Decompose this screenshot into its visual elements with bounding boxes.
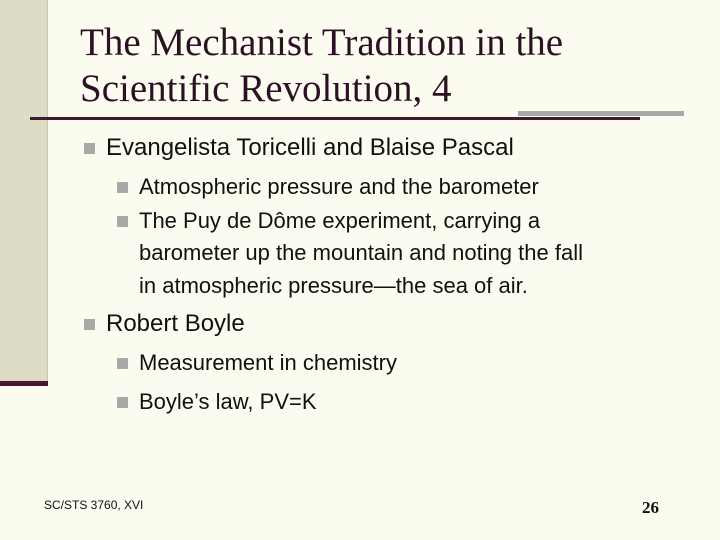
- slide-footer: SC/STS 3760, XVI: [44, 498, 144, 512]
- square-bullet-icon: [117, 397, 128, 408]
- sub-bullet-puy-de-dome-line1: The Puy de Dôme experiment, carrying a: [139, 208, 541, 233]
- bullet-toricelli-pascal: Evangelista Toricelli and Blaise Pascal: [106, 134, 514, 161]
- sub-bullet-puy-de-dome-line2: barometer up the mountain and noting the fall: [139, 240, 583, 265]
- side-panel: [0, 0, 48, 385]
- square-bullet-icon: [117, 182, 128, 193]
- sub-bullet-measurement-chemistry: Measurement in chemistry: [139, 350, 397, 375]
- title-line-1: The Mechanist Tradition in the: [80, 21, 564, 64]
- title-rule-accent: [518, 111, 684, 116]
- bullet-robert-boyle: Robert Boyle: [106, 310, 245, 337]
- page-number: 26: [642, 498, 659, 517]
- square-bullet-icon: [84, 143, 95, 154]
- title-rule: [30, 117, 640, 120]
- square-bullet-icon: [117, 358, 128, 369]
- sub-bullet-boyles-law: Boyle’s law, PV=K: [139, 389, 317, 414]
- slide-title: [80, 20, 700, 112]
- sub-bullet-atmospheric-pressure: Atmospheric pressure and the barometer: [139, 174, 539, 199]
- sub-bullet-puy-de-dome-line3: in atmospheric pressure—the sea of air.: [139, 273, 528, 298]
- title-line-2: Scientific Revolution, 4: [80, 67, 452, 110]
- square-bullet-icon: [117, 216, 128, 227]
- side-accent-bar: [0, 381, 48, 386]
- square-bullet-icon: [84, 319, 95, 330]
